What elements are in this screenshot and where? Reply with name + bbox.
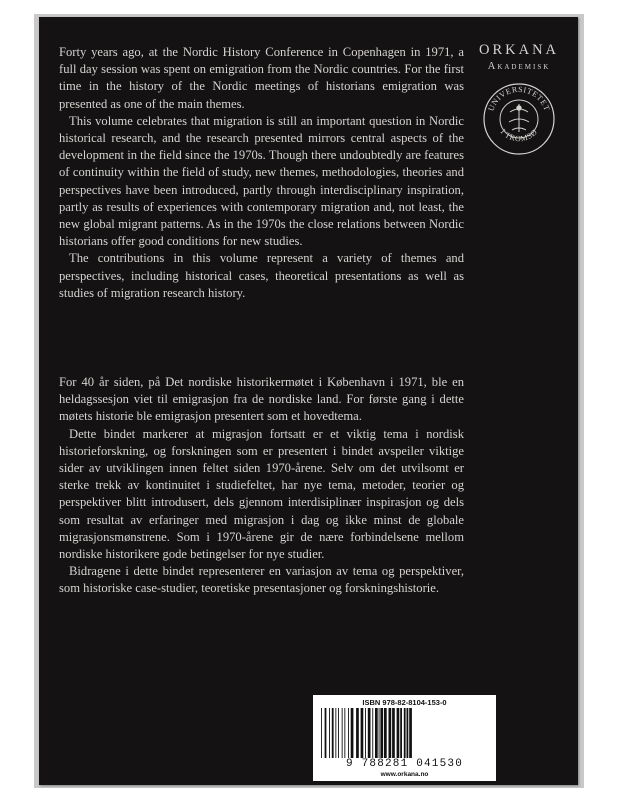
norwegian-paragraph-2: Dette bindet markerer at migrasjon fortsatt er et viktig tema i nordisk historieforskning, og forskningen som er presentert i bindet avspeiler viktige sider av utviklingen innen feltet siden 1970-årene. Selv om det utvilsomt er sterke trekk av kontinuitet i studiefeltet, har nye tema, metoder, teorier og perspektiver blitt introdusert, dels gjennom interdisiplinær inspirasjon og dels som resultat av erfaringer med migrasjon i dag og ikke minst de globale migrasjonsmønstrene. Som i 1970-årene gir de nære forbindelsene mellom nordiske historikere gode betingelser for nye studier. — [59, 426, 464, 562]
english-blurb — [59, 44, 464, 302]
english-paragraph-2: This volume celebrates that migration is still an important question in Nordic historical research, and the research presented mirrors central aspects of the development in the field since the 1970s. Though there undoubtedly are features of continuity within the field of study, new themes, methodologies, theories and perspectives have been introduced, partly through interdisciplinary inspiration, partly as results of experiences with contemporary migration and, not least, the new global migrant patterns. As in the 1970s the close relations between Nordic historians offer good conditions for new studies. — [59, 113, 464, 249]
barcode-bar — [356, 708, 359, 758]
university-seal-icon — [482, 82, 556, 156]
barcode-bar — [329, 708, 330, 758]
barcode-bar — [380, 708, 383, 758]
barcode-bar — [397, 708, 400, 758]
seal-text-bottom: I TROMSØ — [498, 127, 540, 144]
publisher-logo — [469, 41, 569, 74]
norwegian-paragraph-1: For 40 år siden, på Det nordiske historikermøtet i København i 1971, ble en heldagssesjon viet til emigrasjon fra de nordiske land. For første gang i dette møtets historie ble emigrasjon presentert som et hovedtema. — [59, 375, 464, 424]
back-cover — [39, 17, 578, 785]
publisher-website: www.orkana.no — [380, 771, 429, 778]
barcode-icon — [319, 708, 490, 758]
publisher-name: ORKANA — [478, 42, 560, 58]
norwegian-blurb — [59, 374, 464, 598]
barcode-label — [313, 695, 496, 781]
barcode-bar — [368, 708, 371, 758]
seal-text-top: UNIVERSITETET — [486, 84, 552, 113]
norwegian-paragraph-3: Bidragene i dette bindet representerer en variasjon av tema og perspektiver, som historiske case-studier, teoretiske presentasjoner og forskningshistorie. — [59, 564, 464, 596]
barcode-bar — [365, 708, 366, 758]
barcode-bar — [409, 708, 412, 758]
english-paragraph-1: Forty years ago, at the Nordic History Conference in Copenhagen in 1971, a full day session was spent on emigration from the Nordic countries. For the first time in the history of the Nordic meetings of historians emigration was presented as one of the main themes. — [59, 45, 464, 111]
barcode-bar — [348, 708, 349, 758]
barcode-bar — [400, 708, 402, 758]
english-paragraph-3: The contributions in this volume represent a variety of themes and perspectives, including historical cases, theoretical presentations as well as studies of migration research history. — [59, 251, 464, 300]
barcode-bar — [338, 708, 339, 758]
barcode-bar — [325, 708, 327, 758]
barcode-bar — [379, 708, 380, 758]
barcode-bar — [389, 708, 392, 758]
publisher-imprint: Akademisk — [487, 61, 551, 72]
barcode-bar — [342, 708, 343, 758]
barcode-bar — [344, 708, 345, 758]
barcode-bar — [351, 708, 354, 758]
barcode-digits: 9 788281 041530 — [345, 758, 464, 770]
barcode-bar — [321, 708, 322, 758]
barcode-bar — [335, 708, 336, 758]
barcode-bar — [332, 708, 334, 758]
barcode-bar — [404, 708, 406, 758]
barcode-bar — [372, 708, 373, 758]
barcode-bar — [407, 708, 409, 758]
barcode-bar — [384, 708, 387, 758]
isbn-label: ISBN 978-82-8104-153-0 — [362, 698, 447, 707]
barcode-bar — [361, 708, 364, 758]
barcode-bar — [392, 708, 395, 758]
barcode-bar — [375, 708, 378, 758]
